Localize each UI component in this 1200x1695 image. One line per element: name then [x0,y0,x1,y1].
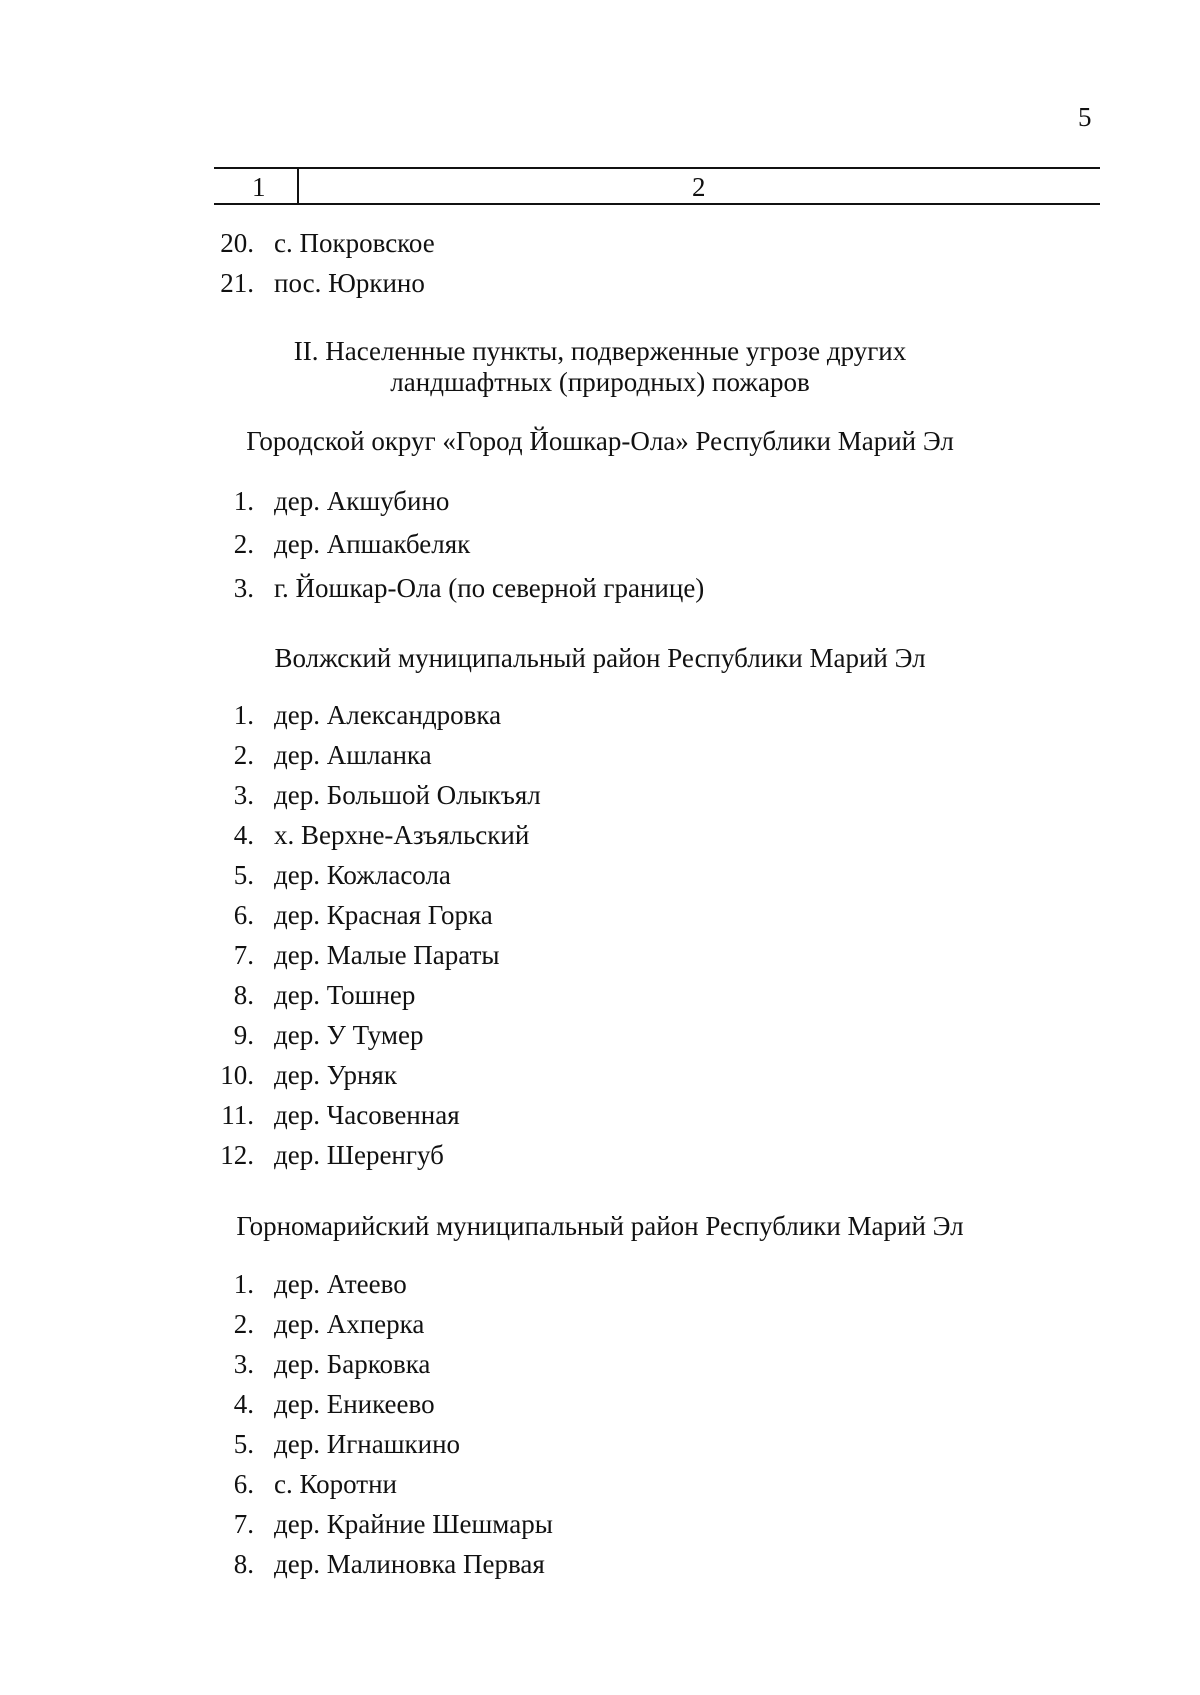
item-name: х. Верхне-Азъяльский [274,820,530,850]
item-number: 1. [233,486,254,516]
item-name: дер. У Тумер [274,1020,424,1050]
item-number: 3. [233,780,254,810]
column-header-2: 2 [692,172,706,202]
item-name: дер. Урняк [274,1060,397,1090]
item-name: дер. Александровка [274,700,502,730]
item-name: г. Йошкар-Ола (по северной границе) [274,573,705,603]
item-number: 1. [233,700,254,730]
item-number: 6. [233,1469,254,1499]
item-name: дер. Барковка [274,1349,431,1379]
item-name: дер. Кожласола [274,860,451,890]
item-name: дер. Малиновка Первая [274,1549,545,1579]
item-name: с. Коротни [274,1469,397,1499]
item-number: 7. [233,940,254,970]
item-number: 4. [233,1389,254,1419]
item-name: дер. Красная Горка [274,900,493,930]
item-number: 10. [220,1060,254,1090]
item-number: 3. [233,573,254,603]
item-number: 5. [233,860,254,890]
item-name: пос. Юркино [274,268,425,298]
item-number: 12. [220,1140,254,1170]
item-name: дер. Атеево [274,1269,407,1299]
item-name: дер. Малые Параты [274,940,500,970]
section-title-line-1: II. Населенные пункты, подверженные угрозе других [293,336,907,366]
item-number: 4. [233,820,254,850]
item-number: 8. [233,1549,254,1579]
page-number: 5 [1078,102,1092,132]
item-number: 11. [221,1100,254,1130]
item-number: 9. [233,1020,254,1050]
item-number: 8. [233,980,254,1010]
item-name: дер. Игнашкино [274,1429,461,1459]
item-name: дер. Ашланка [274,740,432,770]
item-number: 5. [233,1429,254,1459]
group-title: Горномарийский муниципальный район Республики Марий Эл [236,1211,964,1241]
column-separator [297,167,299,203]
item-name: дер. Апшакбеляк [274,529,471,559]
group-title: Городской округ «Город Йошкар-Ола» Республики Марий Эл [246,426,954,456]
item-name: дер. Часовенная [274,1100,460,1130]
item-name: дер. Большой Олыкъял [274,780,541,810]
item-name: дер. Крайние Шешмары [274,1509,553,1539]
item-name: дер. Шеренгуб [274,1140,444,1170]
column-header [214,167,1100,205]
item-number: 2. [233,529,254,559]
item-number: 2. [233,1309,254,1339]
item-name: дер. Тошнер [274,980,416,1010]
item-number: 1. [233,1269,254,1299]
item-number: 20. [220,228,254,258]
section-title-line-2: ландшафтных (природных) пожаров [390,367,810,397]
item-number: 2. [233,740,254,770]
item-number: 21. [220,268,254,298]
item-name: дер. Еникеево [274,1389,435,1419]
column-header-1: 1 [252,172,266,202]
group-title: Волжский муниципальный район Республики Марий Эл [274,643,926,673]
item-name: дер. Ахперка [274,1309,425,1339]
item-number: 7. [233,1509,254,1539]
item-name: дер. Акшубино [274,486,450,516]
item-number: 3. [233,1349,254,1379]
item-number: 6. [233,900,254,930]
item-name: с. Покровское [274,228,435,258]
